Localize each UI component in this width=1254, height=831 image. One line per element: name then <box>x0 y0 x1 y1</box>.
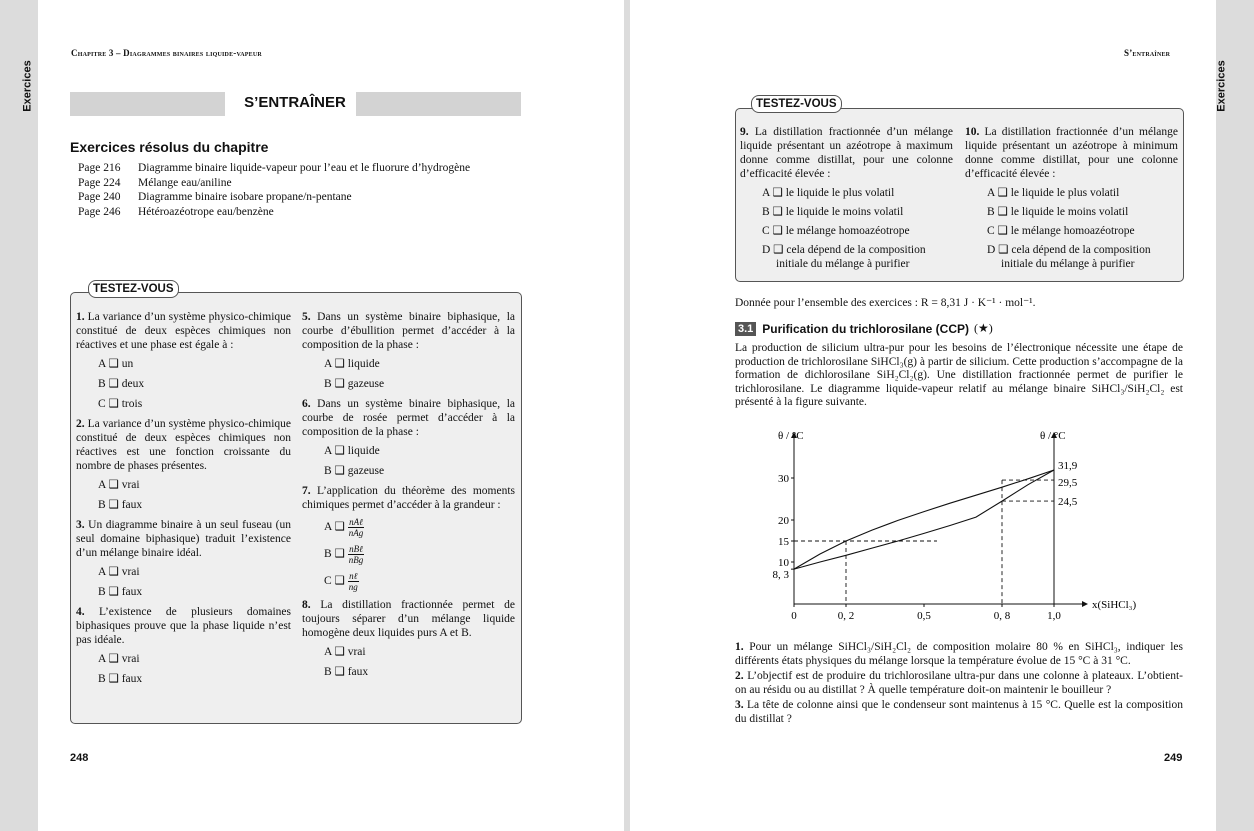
question-number: 6. <box>302 398 311 410</box>
topic: Diagramme binaire liquide-vapeur pour l’eau et le fluorure d’hydrogène <box>138 162 471 174</box>
topic: Hétéroazéotrope eau/benzène <box>138 205 274 218</box>
option-checkbox[interactable]: A ❑ le liquide le plus volatil <box>762 187 895 199</box>
page-number-right: 249 <box>1164 752 1183 764</box>
question-4 <box>76 605 291 647</box>
boiling-curve <box>794 470 1054 569</box>
topic: Mélange eau/aniline <box>138 176 232 189</box>
axes <box>791 432 1088 607</box>
question-2 <box>76 417 291 473</box>
y-tick-label-left: 20 <box>778 515 789 527</box>
guide-lines <box>794 470 1054 604</box>
question-number: 3. <box>76 519 85 531</box>
fraction-numerator: nℓ <box>349 571 358 581</box>
solved-exercises-list <box>78 161 470 219</box>
fraction <box>348 571 359 592</box>
question-10 <box>965 125 1178 181</box>
question-text: Dans un système binaire biphasique, la courbe d’ébullition permet d’accéder à la composition de la phase : <box>302 311 515 351</box>
question-number: 8. <box>302 599 311 611</box>
list-item <box>78 161 470 176</box>
option-prefix: C ❑ <box>324 575 345 588</box>
quiz-label-left: TESTEZ-VOUS <box>88 280 179 298</box>
list-item <box>78 190 470 205</box>
question-5 <box>302 310 515 352</box>
option-checkbox[interactable]: C ❑ le mélange homoazéotrope <box>762 225 910 237</box>
option-checkbox[interactable]: B ❑ le liquide le moins volatil <box>762 206 904 218</box>
phase-diagram-chart <box>760 424 1160 624</box>
fraction-numerator: nAℓ <box>349 517 363 527</box>
fraction-denominator: nBg <box>348 555 364 565</box>
option-checkbox[interactable] <box>324 517 515 538</box>
option-checkbox[interactable]: A ❑ le liquide le plus volatil <box>987 187 1120 199</box>
fraction <box>348 517 365 538</box>
section-title: Exercices résolus du chapitre <box>70 139 269 155</box>
x-tick-label: 0 <box>791 610 797 622</box>
question-number: 9. <box>740 126 749 138</box>
question-number: 1. <box>76 311 85 323</box>
page-ref: Page 224 <box>78 176 121 189</box>
question-text: La variance d’un système physico-chimique constitué de deux espèces chimiques non réactives et une phase est égale à : <box>76 311 291 351</box>
option-checkbox[interactable]: B ❑ faux <box>324 666 369 678</box>
question-number: 10. <box>965 126 980 138</box>
exercise-number: 3.1 <box>735 322 756 336</box>
question-7 <box>302 484 515 512</box>
question-text: L’existence de plusieurs domaines biphasiques prouve que la phase liquide n’est pas idéale. <box>76 606 291 646</box>
x-tick-label: 0, 8 <box>993 610 1011 622</box>
y-tick-label-left: 15 <box>778 536 789 548</box>
quiz-column-3 <box>740 125 953 276</box>
option-checkbox[interactable]: C ❑ le mélange homoazéotrope <box>987 225 1135 237</box>
option-checkbox[interactable]: A ❑ vrai <box>98 566 140 578</box>
quiz-column-1 <box>76 310 291 692</box>
question-text: La variance d’un système physico-chimique constitué de deux espèces chimiques non réactives est une fonction croissante du nombre de phases présentes. <box>76 418 291 472</box>
y-tick-label-right: 24,5 <box>1058 496 1078 509</box>
side-tab-left: Exercices <box>21 60 34 112</box>
difficulty-star: (★) <box>973 321 993 335</box>
topic: Diagramme binaire isobare propane/n-pentane <box>138 191 352 204</box>
y-axis-label-right: θ / °C <box>1040 430 1066 442</box>
y-tick-label-left: 30 <box>778 473 789 485</box>
question-text: La distillation fractionnée d’un mélange liquide présentant un azéotrope à minimum donne comme distillat, pour une colonne d’efficacité élevée : <box>965 126 1178 180</box>
running-head-left: Chapitre 3 – Diagrammes binaires liquide-vapeur <box>71 48 262 58</box>
option-checkbox[interactable]: B ❑ faux <box>98 586 143 598</box>
option-checkbox[interactable]: A ❑ liquide <box>324 445 380 457</box>
side-tab-right: Exercices <box>1215 60 1228 112</box>
question-list <box>735 641 1183 727</box>
option-checkbox[interactable]: B ❑ faux <box>98 673 143 685</box>
option-checkbox[interactable]: B ❑ deux <box>98 378 145 390</box>
quiz-column-2 <box>302 310 515 685</box>
exercise-title: Purification du trichlorosilane (CCP) <box>762 321 969 336</box>
fraction <box>348 544 365 565</box>
quiz-label-right: TESTEZ-VOUS <box>751 95 842 113</box>
fraction-denominator: ng <box>348 582 358 592</box>
quiz-column-4 <box>965 125 1178 276</box>
option-checkbox[interactable]: A ❑ vrai <box>98 653 140 665</box>
question-number: 4. <box>76 606 85 618</box>
question-number: 2. <box>735 670 744 683</box>
question-number: 3. <box>735 699 744 712</box>
y-tick-label-left: 10 <box>778 557 789 569</box>
option-checkbox[interactable]: B ❑ le liquide le moins volatil <box>987 206 1129 218</box>
tick-labels <box>773 430 1137 622</box>
question-text: L’objectif est de produire du trichlorosilane ultra-pur dans une colonne à plateaux. L’obtient-on au résidu ou au distillat ? À quelle température doit-on maintenir le bouilleur ? <box>735 670 1183 696</box>
question-text: La tête de colonne ainsi que le condenseur sont maintenus à 15 °C. Quelle est la composition du distillat ? <box>735 699 1183 725</box>
option-checkbox[interactable]: A ❑ vrai <box>98 479 140 491</box>
option-checkbox[interactable]: D ❑ cela dépend de la composition initiale du mélange à purifier <box>987 244 1151 270</box>
running-head-right: S’entraîner <box>1124 48 1171 58</box>
option-checkbox[interactable]: D ❑ cela dépend de la composition initiale du mélange à purifier <box>762 244 926 270</box>
question-text: La distillation fractionnée d’un mélange liquide présentant un azéotrope à maximum donne comme distillat, pour une colonne d’efficacité élevée : <box>740 126 954 180</box>
question-text: Pour un mélange SiHCl₃/SiH₂Cl₂ de composition molaire 80 % en SiHCl₃, indiquer les différents états physiques du mélange lorsque la température évolue de 15 °C à 31 °C. <box>735 641 1183 667</box>
option-checkbox[interactable]: A ❑ vrai <box>324 646 366 658</box>
banner-bar-left <box>70 92 225 116</box>
exercise-heading <box>735 321 993 336</box>
exercise-question-3 <box>735 699 1183 726</box>
page-ref: Page 240 <box>78 191 121 204</box>
question-9 <box>740 125 953 181</box>
banner <box>70 92 521 116</box>
x-tick-label: 0,5 <box>917 610 931 622</box>
question-number: 1. <box>735 641 744 653</box>
question-number: 5. <box>302 311 311 323</box>
question-number: 2. <box>76 418 85 430</box>
x-axis-arrow <box>1082 601 1088 607</box>
question-1 <box>76 310 291 352</box>
question-3 <box>76 518 291 560</box>
dew-curve <box>794 470 1054 569</box>
page-ref: Page 246 <box>78 205 121 218</box>
option-checkbox[interactable]: A ❑ liquide <box>324 358 380 370</box>
question-number: 7. <box>302 485 311 497</box>
list-item <box>78 176 470 191</box>
fraction-denominator: nAg <box>348 528 364 538</box>
option-checkbox[interactable]: C ❑ trois <box>98 398 143 410</box>
fraction-numerator: nBℓ <box>349 544 363 554</box>
y-tick-label-right: 29,5 <box>1058 477 1078 490</box>
option-checkbox[interactable] <box>324 544 515 565</box>
option-prefix: B ❑ <box>324 548 345 561</box>
y-tick-label-left: 8, 3 <box>772 569 789 582</box>
question-text: Dans un système binaire biphasique, la courbe de rosée permet d’accéder à la composition de la phase : <box>302 398 515 438</box>
question-8 <box>302 598 515 640</box>
curves <box>794 470 1054 569</box>
page-ref: Page 216 <box>78 162 121 174</box>
option-checkbox[interactable]: B ❑ gazeuse <box>324 465 385 477</box>
option-prefix: A ❑ <box>324 521 345 534</box>
option-checkbox[interactable]: B ❑ gazeuse <box>324 378 385 390</box>
y-axis-label-left: θ / °C <box>778 430 804 442</box>
exercise-intro: La production de silicium ultra-pur pour les besoins de l’électronique nécessite une étape de production de trichlorosilane SiHCl₃(g) à partir de silicium. Cette production s’accompagne de la formation de dichlorosilane SiH₂Cl₂(g). Une distillation fractionnée permet de purifier le trichlorosilane. Le diagramme liquide-vapeur relatif au mélange binaire SiHCl₃/SiH₂Cl₂ est présenté à la figure suivante. <box>735 342 1183 409</box>
question-text: Un diagramme binaire à un seul fuseau (un seul domaine biphasique) traduit l’existence d’un mélange binaire idéal. <box>76 519 292 559</box>
question-text: La distillation fractionnée permet de toujours séparer d’un mélange liquide homogène deux liquides purs A et B. <box>302 599 516 639</box>
x-axis-label: x(SiHCl₃) <box>1092 599 1137 611</box>
x-tick-label: 0, 2 <box>837 610 855 622</box>
option-checkbox[interactable] <box>324 571 515 592</box>
exercise-question-2 <box>735 670 1183 697</box>
banner-bar-right <box>356 92 521 116</box>
exercise-question-1 <box>735 641 1183 668</box>
given-data: Donnée pour l’ensemble des exercices : R = 8,31 J · K⁻¹ · mol⁻¹. <box>735 297 1036 309</box>
question-text: L’application du théorème des moments chimiques permet d’accéder à la grandeur : <box>302 485 515 511</box>
x-tick-label: 1,0 <box>1047 610 1061 622</box>
page-number-left: 248 <box>70 752 89 764</box>
question-6 <box>302 397 515 439</box>
option-checkbox[interactable]: A ❑ un <box>98 358 134 370</box>
list-item <box>78 205 470 220</box>
banner-title: S’ENTRAÎNER <box>244 94 346 111</box>
y-tick-label-right: 31,9 <box>1058 460 1078 473</box>
option-checkbox[interactable]: B ❑ faux <box>98 499 143 511</box>
